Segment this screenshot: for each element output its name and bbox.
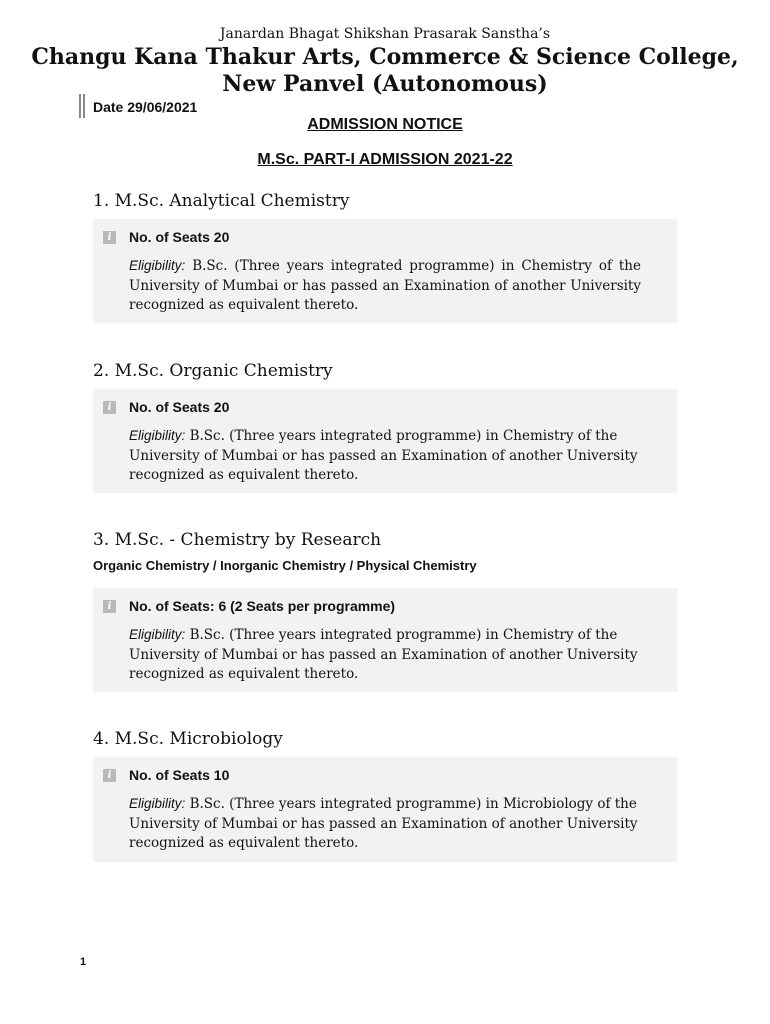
eligibility-body: B.Sc. (Three years integrated programme) in Microbiology of the University of Mumbai or has passed an Examination of another University recognized as equivalent thereto. (129, 796, 638, 851)
seats-count: No. of Seats 20 (129, 229, 230, 245)
course-subtitle: Organic Chemistry / Inorganic Chemistry / Physical Chemistry (93, 558, 477, 573)
info-icon: i (103, 600, 116, 613)
eligibility-text (129, 625, 641, 685)
college-name-line1: Changu Kana Thakur Arts, Commerce & Science College, (31, 44, 739, 70)
course-title: 4. M.Sc. Microbiology (93, 729, 283, 749)
page-number: 1 (80, 956, 87, 968)
info-icon: i (103, 769, 116, 782)
notice-subtitle: M.Sc. PART-I ADMISSION 2021-22 (257, 151, 513, 168)
course-title: 1. M.Sc. Analytical Chemistry (93, 191, 350, 211)
eligibility-body: B.Sc. (Three years integrated programme) in Chemistry of the University of Mumbai or has passed an Examination of another University recognized as equivalent thereto. (129, 258, 641, 313)
info-icon: i (103, 401, 116, 414)
course-title: 3. M.Sc. - Chemistry by Research (93, 530, 382, 550)
course-info-box (93, 588, 677, 692)
eligibility-text (129, 256, 641, 316)
trust-name: Janardan Bhagat Shikshan Prasarak Sanstha’s (219, 26, 551, 42)
eligibility-label: Eligibility: (129, 796, 186, 811)
eligibility-body: B.Sc. (Three years integrated programme) in Chemistry of the University of Mumbai or has passed an Examination of another University recognized as equivalent thereto. (129, 428, 638, 483)
college-name-line2: New Panvel (Autonomous) (222, 71, 548, 97)
college-name (0, 44, 770, 98)
course-info-box (93, 219, 677, 323)
course-info-box (93, 757, 677, 862)
course-title: 2. M.Sc. Organic Chemistry (93, 361, 333, 381)
notice-title: ADMISSION NOTICE (307, 116, 463, 133)
eligibility-body: B.Sc. (Three years integrated programme) in Chemistry of the University of Mumbai or has passed an Examination of another University recognized as equivalent thereto. (129, 627, 638, 682)
eligibility-label: Eligibility: (129, 627, 186, 642)
eligibility-text (129, 794, 641, 854)
course-info-box (93, 389, 677, 493)
eligibility-text (129, 426, 641, 486)
eligibility-label: Eligibility: (129, 428, 186, 443)
date-marker (79, 94, 85, 118)
seats-count: No. of Seats 10 (129, 767, 230, 783)
notice-date: Date 29/06/2021 (93, 99, 198, 115)
seats-count: No. of Seats: 6 (2 Seats per programme) (129, 598, 396, 614)
seats-count: No. of Seats 20 (129, 399, 230, 415)
info-icon: i (103, 231, 116, 244)
eligibility-label: Eligibility: (129, 258, 186, 273)
